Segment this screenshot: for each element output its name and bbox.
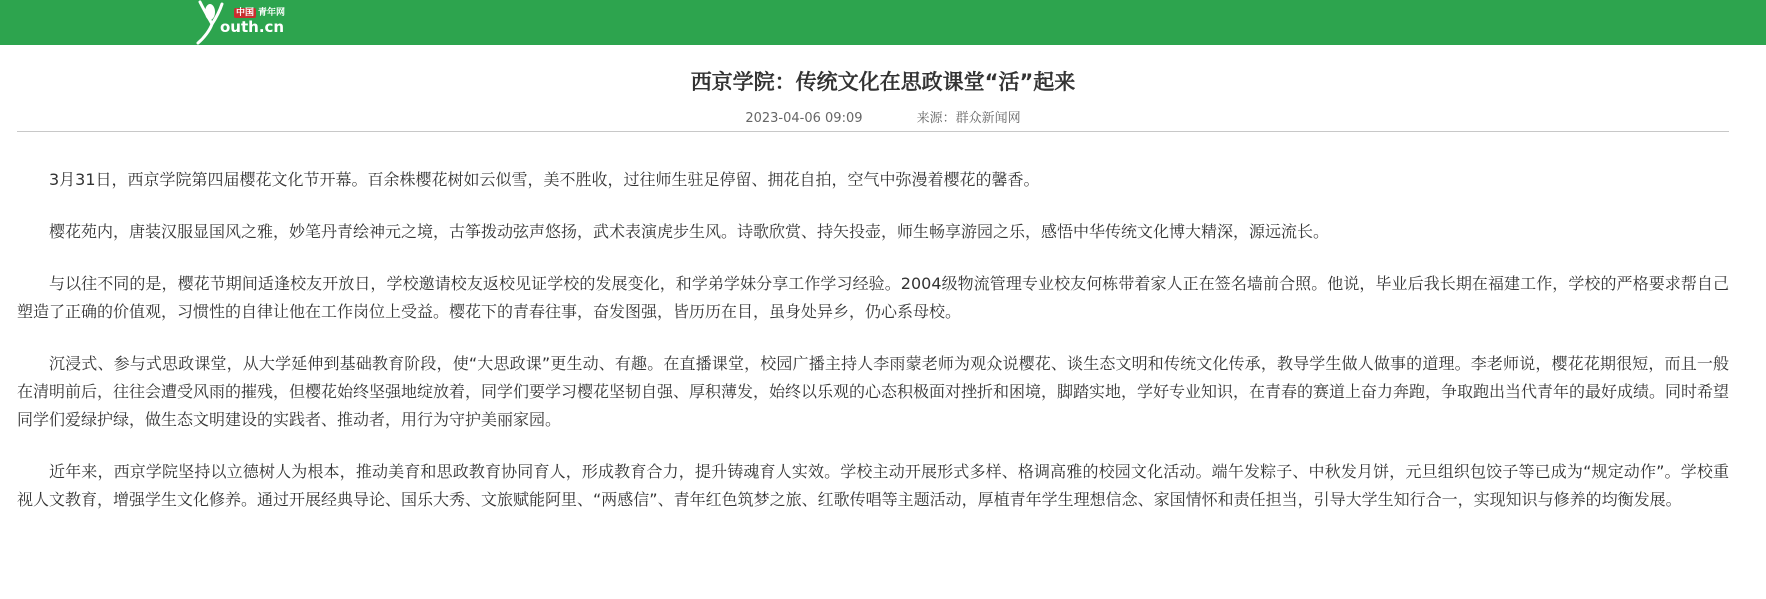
- logo-badge: [234, 5, 285, 18]
- site-logo[interactable]: [196, 0, 306, 45]
- article-source: 来源：群众新闻网: [916, 111, 1021, 126]
- article-meta: [0, 107, 1766, 126]
- article-paragraph: 与以往不同的是，樱花节期间适逢校友开放日，学校邀请校友返校见证学校的发展变化，和学弟学妹分享工作学习经验。2004级物流管理专业校友何栋带着家人正在签名墙前合照。他说，毕业后我长期在福建工作，学校的严格要求帮自己塑造了正确的价值观，习惯性的自律让他在工作岗位上受益。樱花下的青春往事，奋发图强，皆历历在目，虽身处异乡，仍心系母校。: [17, 274, 1729, 321]
- logo-wordmark: outh.cn: [220, 18, 285, 36]
- title-divider: [17, 131, 1729, 132]
- article-paragraph: 樱花苑内，唐装汉服显国风之雅，妙笔丹青绘神元之境，古筝拨动弦声悠扬，武术表演虎步生风。诗歌欣赏、持矢投壶，师生畅享游园之乐，感悟中华传统文化博大精深，源远流长。: [49, 222, 1330, 241]
- article-paragraph: 近年来，西京学院坚持以立德树人为根本，推动美育和思政教育协同育人，形成教育合力，提升铸魂育人实效。学校主动开展形式多样、格调高雅的校园文化活动。端午发粽子、中秋发月饼，元旦组织包饺子等已成为“规定动作”。学校重视人文教育，增强学生文化修养。通过开展经典导论、国乐大秀、文旅赋能阿里、“两感信”、青年红色筑梦之旅、红歌传唱等主题活动，厚植青年学生理想信念、家国情怀和责任担当，引导大学生知行合一，实现知识与修养的均衡发展。: [17, 462, 1729, 509]
- article-title: 西京学院：传统文化在思政课堂“活”起来: [690, 70, 1076, 95]
- logo-badge-text: 青年网: [258, 8, 286, 18]
- logo-badge-pill: 中国: [236, 8, 255, 18]
- article-paragraph: 沉浸式、参与式思政课堂，从大学延伸到基础教育阶段，使“大思政课”更生动、有趣。在直播课堂，校园广播主持人李雨蒙老师为观众说樱花、谈生态文明和传统文化传承，教导学生做人做事的道理。李老师说，樱花花期很短，而且一般在清明前后，往往会遭受风雨的摧残，但樱花始终坚强地绽放着，同学们要学习樱花坚韧自强、厚积薄发，始终以乐观的心态积极面对挫折和困境，脚踏实地，学好专业知识，在青春的赛道上奋力奔跑，争取跑出当代青年的最好成绩。同时希望同学们爱绿护绿，做生态文明建设的实践者、推动者，用行为守护美丽家园。: [17, 354, 1730, 429]
- publish-date: 2023-04-06 09:09: [745, 111, 863, 126]
- article-paragraph: 3月31日，西京学院第四届樱花文化节开幕。百余株樱花树如云似雪，美不胜收，过往师生驻足停留、拥花自拍，空气中弥漫着樱花的馨香。: [49, 170, 1040, 189]
- site-header: [0, 0, 1766, 45]
- article-body: [17, 166, 1729, 538]
